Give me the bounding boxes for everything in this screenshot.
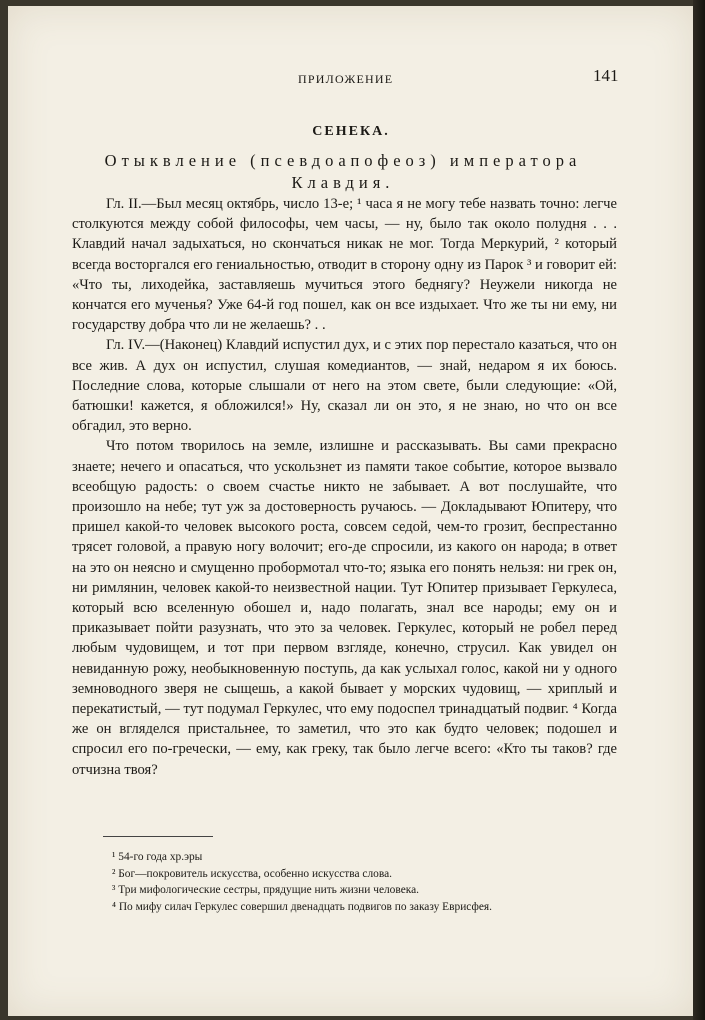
title-line: Клавдия. bbox=[291, 173, 395, 192]
footnote: ² Бог—покровитель искусства, особенно искусства слова. bbox=[112, 867, 392, 880]
page-edge-shadow bbox=[693, 0, 705, 1020]
footnote: ⁴ По мифу силач Геркулес совершил двенадцать подвигов по заказу Еврисфея. bbox=[112, 900, 493, 913]
footnote: ¹ 54-го года хр.эры bbox=[112, 851, 203, 863]
page-number: 141 bbox=[593, 66, 619, 85]
footnote-rule bbox=[103, 836, 213, 837]
work-title bbox=[68, 150, 618, 194]
paragraph: Гл. II.—Был месяц октябрь, число 13-е; ¹ часа я не могу тебе назвать точно: легче столкуются между собой философы, чем часы, — ну, было так около полудня . . . Клавдий начал задыхаться, но скончаться никак не мог. Тогда Меркурий, ² который всегда восторгался его гениальностью, отводит в сторону одну из Парок ³ и говорит ей: «Что ты, лиходейка, заставляешь мучиться этого беднягу? Неужели никогда не кончатся его мученья? Уже 64-й год пошел, как он все издыхает. Что же ты ни ему, ни государству добра что ли не желаешь? . . bbox=[72, 196, 617, 334]
title-line: Отыквление (псевдоапофеоз) императора bbox=[104, 151, 582, 170]
paragraph: Что потом творилось на земле, излишне и рассказывать. Вы сами прекрасно знаете; нечего и опасаться, что ускользнет из памяти такое событие, которое вызвало всеобщую радость: о своем счастье никто не забывает. А вот послушайте, что произошло на небе; тут уж за достоверность ручаюсь. — Докладывают Юпитеру, что пришел какой-то человек высокого роста, совсем седой, чем-то грозит, беспрестанно трясет головой, а правую ногу волочит; его-де спросили, из какого он народа; в ответ на это он неясно и смущенно пробормотал что-то; языка его понять нельзя: ни грек он, ни римлянин, человек какой-то неизвестной нации. Тут Юпитер призывает Геркулеса, который всю вселенную обошел и, надо полагать, знал все народы; ему он и приказывает пойти разузнать, что это за человек. Геркулес, который не робел перед любым чудовищем, и тот при первом взгляде, конечно, струсил. Как увидел он невиданную рожу, необыкновенную поступь, да как услыхал голос, какой ни у одного земноводного зверя не сыщешь, а какой бывает у морских чудовищ, — хриплый и перекатистый, — тут подумал Геркулес, что ему подоспел тринадцатый подвиг. ⁴ Когда же он вгляделся пристальнее, то заметил, что это как будто человек; подошел и спросил его по-гречески, — ему, как греку, так было легче всего: «Кто ты таков? где отчизна твоя? bbox=[72, 438, 617, 778]
book-page bbox=[8, 6, 694, 1016]
footnotes bbox=[72, 849, 617, 915]
main-text bbox=[72, 194, 617, 780]
paragraph: Гл. IV.—(Наконец) Клавдий испустил дух, и с этих пор перестало казаться, что он все жив. А дух он испустил, слушая комедиантов, — знай, недаром я их боюсь. Последние слова, которые слышали от него на этом свете, были следующие: «Ой, батюшки! кажется, я обложился!» Ну, сказал ли он это, я не знаю, но что он все обгадил, это верно. bbox=[72, 337, 617, 435]
author-heading: СЕНЕКА. bbox=[312, 124, 390, 139]
running-head: ПРИЛОЖЕНИЕ bbox=[298, 72, 394, 86]
footnote: ³ Три мифологические сестры, прядущие нить жизни человека. bbox=[112, 884, 420, 896]
